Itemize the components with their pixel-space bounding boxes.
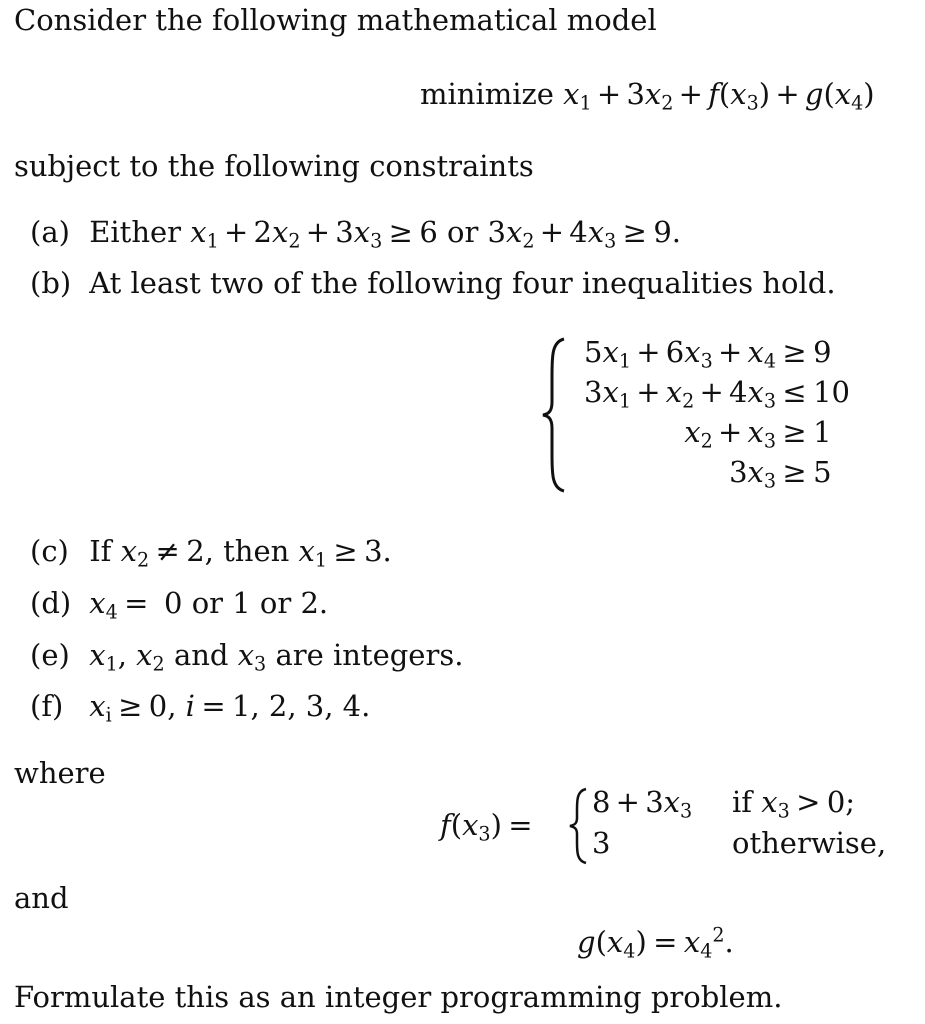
g-def: $g(x_4) = x_4^2$. <box>577 923 734 963</box>
constraint-e-tail: are integers. <box>275 638 464 672</box>
f-def-brace <box>566 786 590 866</box>
constraint-e-and: and <box>173 638 229 672</box>
intro-text: Consider the following mathematical model <box>14 3 657 37</box>
constraint-f-label: (f) <box>30 689 64 723</box>
constraint-b-text: At least two of the following four inequalities hold. <box>89 266 836 300</box>
constraint-d <box>30 586 329 624</box>
where-text: where <box>14 756 106 790</box>
constraint-d-eq: = <box>124 586 149 620</box>
constraint-a-ineq2: $3x_2 + 4x_3 \ge 9$. <box>487 215 681 253</box>
constraint-c-cond: $x_2 \ne 2$, <box>120 534 214 572</box>
constraint-e <box>30 638 464 676</box>
system-row-1: $5x_1 + 6x_3 + x_4 \ge 9$ <box>584 335 832 373</box>
system-brace <box>540 336 570 494</box>
objective-expression: $x_1 + 3x_2 + f(x_3) + g(x_4)$ <box>563 77 875 115</box>
subject-to-text: subject to the following constraints <box>14 149 534 183</box>
constraint-f-expr: $x_i \ge 0$, i = 1, 2, 3, 4. <box>89 689 371 727</box>
closing-text: Formulate this as an integer programming problem. <box>14 980 783 1014</box>
constraint-e-vars: $x_1$, $x_2$ <box>89 638 165 676</box>
minimize-word: minimize <box>420 77 554 111</box>
constraint-b-label: (b) <box>30 266 72 300</box>
constraint-a-or: or <box>446 215 479 249</box>
constraint-d-var: $x_4$ <box>89 586 118 624</box>
constraint-d-label: (d) <box>30 586 72 620</box>
and-text: and <box>14 881 69 915</box>
system-row-2: $3x_1 + x_2 + 4x_3 \le 10$ <box>584 375 850 413</box>
constraint-f <box>30 689 371 727</box>
constraint-a-ineq1: $x_1 + 2x_2 + 3x_3 \ge 6$ <box>190 215 438 253</box>
objective-line <box>420 77 875 115</box>
constraint-a <box>30 215 681 253</box>
constraint-c-label: (c) <box>30 534 69 568</box>
f-def-lhs: $f(x_3)$ = <box>440 808 533 846</box>
constraint-c <box>30 534 392 572</box>
constraint-c-then: then <box>223 534 290 568</box>
system-row-3: $x_2 + x_3 \ge 1$ <box>684 415 832 453</box>
constraint-c-concl: $x_1 \ge 3$. <box>298 534 392 572</box>
f-def-case1-val: $8 + 3x_3$ <box>592 785 693 823</box>
f-def-case2-val: 3 <box>592 826 611 860</box>
constraint-d-vals: 0 or 1 or 2. <box>164 586 329 620</box>
system-row-4: $3x_3 \ge 5$ <box>729 455 832 493</box>
constraint-b <box>30 266 836 300</box>
constraint-e-label: (e) <box>30 638 70 672</box>
constraint-e-var3: $x_3$ <box>237 638 267 676</box>
constraint-c-if: If <box>89 534 112 568</box>
f-def-case1-cond: if $x_3 > 0$; <box>732 785 856 823</box>
constraint-a-either: Either <box>89 215 182 249</box>
f-def-case2-cond: otherwise, <box>732 826 887 860</box>
constraint-a-label: (a) <box>30 215 70 249</box>
